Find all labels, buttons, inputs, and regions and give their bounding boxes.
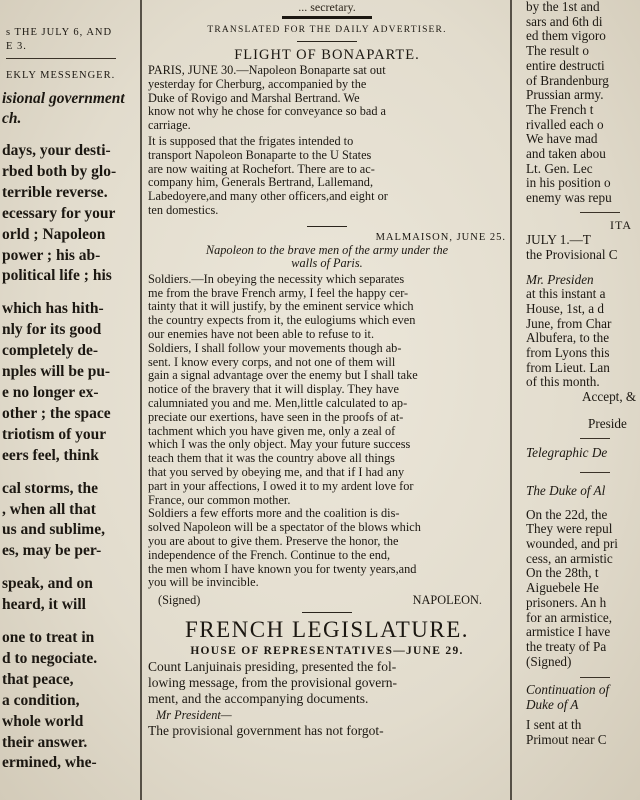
duke-heading: The Duke of Al bbox=[526, 482, 606, 498]
text-line: lowing message, from the provisional govern- bbox=[148, 675, 397, 691]
text-line: the country expects from it, the eulogiums which even bbox=[148, 314, 416, 328]
text-line: notice of the bravery that it will display. They have bbox=[148, 383, 399, 397]
body-line: rbed both by glo- bbox=[2, 162, 117, 180]
text-line: part in your affections, I owed it to my ardent love for bbox=[148, 479, 414, 493]
column-rule-left bbox=[140, 0, 142, 800]
address-heading bbox=[148, 244, 506, 270]
left-top-line: E 3. bbox=[6, 41, 27, 52]
body-line: d to negociate. bbox=[2, 649, 98, 667]
signature-line bbox=[148, 592, 506, 608]
left-title-line: ch. bbox=[2, 110, 22, 127]
preside-line: Preside bbox=[588, 416, 627, 431]
paragraph bbox=[148, 659, 506, 707]
text-line: carriage. bbox=[148, 119, 191, 133]
text-line: House, 1st, a d bbox=[526, 301, 605, 316]
text-line: preciate our exertions, have seen in the proofs of at- bbox=[148, 410, 404, 424]
body-line: us and sublime, bbox=[2, 521, 105, 539]
body-line: , when all that bbox=[2, 500, 96, 518]
text-line: rivalled each o bbox=[526, 117, 604, 132]
text-line: It is supposed that the frigates intended to bbox=[148, 134, 354, 148]
body-line: days, your desti- bbox=[2, 142, 111, 159]
body-line bbox=[0, 616, 135, 628]
paragraph bbox=[148, 273, 506, 342]
text-line: ed them vigoro bbox=[526, 29, 606, 44]
body-line: speak, and on bbox=[2, 575, 93, 593]
text-line: On the 22d, the bbox=[526, 507, 608, 522]
text-line: from Lieut. Lan bbox=[526, 360, 610, 375]
body-line bbox=[0, 467, 135, 479]
body-line: nly for its good bbox=[2, 321, 102, 339]
text-line: of this month. bbox=[526, 375, 600, 390]
text-line: PARIS, JUNE 30.—Napoleon Bonaparte sat out bbox=[148, 64, 386, 77]
body-line: power ; his ab- bbox=[2, 246, 101, 264]
text-line: calumniated you and me. Men,little calculated to ap- bbox=[148, 396, 408, 410]
text-line: Labedoyere,and many other officers,and eight or bbox=[148, 190, 388, 204]
house-heading: HOUSE OF REPRESENTATIVES—JUNE 29. bbox=[190, 645, 464, 658]
text-line: We have mad bbox=[526, 132, 598, 147]
left-body-text bbox=[0, 141, 135, 774]
text-line: Duke of Rovigo and Marshal Bertrand. We bbox=[148, 91, 360, 105]
body-line: that peace, bbox=[2, 670, 74, 688]
body-line bbox=[0, 562, 135, 574]
telegraph-heading: Telegraphic De bbox=[526, 444, 608, 460]
address-line: walls of Paris. bbox=[291, 256, 363, 270]
text-line: for an armistice, bbox=[526, 610, 613, 625]
text-line: me from the brave French army, I feel the happy cer- bbox=[148, 286, 409, 300]
text-line: June, from Char bbox=[526, 316, 612, 331]
text-line: ten domestics. bbox=[148, 203, 219, 217]
body-line: a condition, bbox=[2, 691, 80, 709]
divider bbox=[580, 472, 610, 473]
text-line: teach them that it was the country above all things bbox=[148, 452, 395, 466]
text-line: tainty that it will justify, by the eminent service which bbox=[148, 300, 414, 314]
accept-line: Accept, & bbox=[582, 390, 637, 405]
body-line: completely de- bbox=[2, 342, 98, 360]
text-line: France, our common mother. bbox=[148, 493, 291, 507]
text-line: Soldiers, I shall follow your movements though ab- bbox=[148, 341, 402, 355]
paragraph bbox=[148, 723, 506, 739]
ita-heading: ITA bbox=[610, 217, 633, 232]
body-line: which has hith- bbox=[2, 300, 104, 318]
column-rule-right bbox=[510, 0, 512, 800]
continuation-line: Continuation of bbox=[526, 682, 610, 698]
divider bbox=[580, 438, 610, 439]
text-line: They were repul bbox=[526, 522, 613, 537]
body-line bbox=[0, 287, 135, 299]
continuation-heading bbox=[518, 682, 640, 712]
text-line: sent. I know every corps, and not one of them will bbox=[148, 355, 396, 369]
text-line: which I was the only object. May your future success bbox=[148, 438, 411, 452]
text-line: wounded, and pri bbox=[526, 536, 618, 551]
right-text-block bbox=[518, 233, 640, 262]
body-line: e no longer ex- bbox=[2, 383, 99, 401]
short-rule bbox=[307, 226, 347, 227]
right-text-block bbox=[518, 287, 640, 390]
dateline: MALMAISON, JUNE 25. bbox=[375, 231, 506, 243]
right-text-block bbox=[518, 718, 640, 747]
thick-rule bbox=[282, 16, 372, 19]
translated-label: TRANSLATED FOR THE DAILY ADVERTISER. bbox=[207, 25, 447, 35]
text-line: Aiguebele He bbox=[526, 581, 599, 596]
text-line: yesterday for Cherburg, accompanied by the bbox=[148, 77, 367, 91]
signed-label: (Signed) bbox=[158, 593, 201, 608]
text-line: you are about to give them. Preserve the honor, the bbox=[148, 534, 399, 548]
address-line: Napoleon to the brave men of the army under the bbox=[205, 243, 449, 257]
text-line: our enemies have not been able to refuse to it. bbox=[148, 327, 375, 341]
text-line: you will be invincible. bbox=[148, 576, 259, 590]
body-line: political life ; his bbox=[2, 267, 112, 285]
text-line: (Signed) bbox=[526, 654, 572, 669]
text-line: ment, and the accompanying documents. bbox=[148, 691, 369, 707]
text-line: at this instant a bbox=[526, 287, 606, 302]
paragraph bbox=[148, 507, 506, 590]
text-line: The provisional government has not forgot- bbox=[148, 723, 384, 739]
text-line: Lt. Gen. Lec bbox=[526, 161, 593, 176]
text-line: sars and 6th di bbox=[526, 14, 603, 29]
left-title-line: isional government bbox=[2, 90, 125, 107]
left-top-line: s THE JULY 6, AND bbox=[6, 27, 113, 38]
signature-name: NAPOLEON. bbox=[412, 593, 482, 608]
text-line: and taken abou bbox=[526, 147, 606, 162]
text-line: solved Napoleon will be a spectator of the blows which bbox=[148, 521, 421, 535]
divider bbox=[580, 677, 610, 678]
text-line: Albufera, to the bbox=[526, 331, 610, 346]
body-line: whole world bbox=[2, 712, 84, 730]
body-line: eers feel, think bbox=[2, 446, 99, 464]
top-fragment: ... secretary. bbox=[298, 0, 356, 14]
body-line: triotism of your bbox=[2, 425, 107, 443]
headline-legislature: FRENCH LEGISLATURE. bbox=[184, 617, 470, 643]
text-line: Primout near C bbox=[526, 733, 607, 748]
text-line: entire destructi bbox=[526, 58, 605, 73]
continuation-line: Duke of A bbox=[526, 697, 579, 713]
text-line: On the 28th, t bbox=[526, 566, 599, 581]
text-line: enemy was repu bbox=[526, 191, 612, 206]
text-line: in his position o bbox=[526, 176, 611, 191]
body-line: terrible reverse. bbox=[2, 183, 108, 201]
text-line: Prussian army. bbox=[526, 88, 604, 103]
body-line: nples will be pu- bbox=[2, 363, 111, 381]
text-line: the men whom I have known you for twenty years,and bbox=[148, 562, 417, 576]
text-line: of Brandenburg bbox=[526, 73, 609, 88]
president-salutation: Mr. Presiden bbox=[526, 272, 594, 288]
messenger-label: EKLY MESSENGER. bbox=[6, 70, 116, 81]
text-line: tachment which you have given me, only a zeal of bbox=[148, 424, 396, 438]
left-column bbox=[0, 0, 135, 800]
body-line: ecessary for your bbox=[2, 204, 116, 222]
text-line: company him, Generals Bertrand, Lallemand, bbox=[148, 176, 374, 190]
text-line: from Lyons this bbox=[526, 346, 610, 361]
text-line: transport Napoleon Bonaparte to the U States bbox=[148, 148, 372, 162]
center-column bbox=[148, 0, 506, 800]
text-line: gain a signal advantage over the enemy but I shall take bbox=[148, 369, 418, 383]
salutation: Mr President— bbox=[156, 708, 232, 723]
body-line: ermined, whe- bbox=[2, 754, 97, 772]
body-line: es, may be per- bbox=[2, 542, 102, 560]
short-rule bbox=[302, 612, 352, 613]
text-line: The result o bbox=[526, 44, 589, 59]
text-line: independence of the French. Continue to the end, bbox=[148, 548, 391, 562]
text-line: know not why he chose for conveyance so bad a bbox=[148, 105, 387, 119]
right-column bbox=[518, 0, 640, 800]
text-line: prisoners. An h bbox=[526, 595, 607, 610]
text-line: the Provisional C bbox=[526, 247, 618, 262]
text-line: Soldiers.—In obeying the necessity which separates bbox=[148, 272, 405, 286]
divider bbox=[6, 58, 116, 59]
text-line: The French t bbox=[526, 102, 594, 117]
text-line: by the 1st and bbox=[526, 0, 600, 14]
right-text-block bbox=[518, 0, 640, 206]
text-line: armistice I have bbox=[526, 625, 611, 640]
text-line: Count Lanjuinais presiding, presented the fol- bbox=[148, 659, 397, 675]
body-line: other ; the space bbox=[2, 404, 111, 422]
short-rule bbox=[297, 41, 357, 42]
text-line: the treaty of Pa bbox=[526, 639, 607, 654]
body-line: cal storms, the bbox=[2, 479, 98, 497]
paragraph bbox=[148, 135, 506, 218]
headline-flight: FLIGHT OF BONAPARTE. bbox=[234, 47, 420, 63]
text-line: are now waiting at Rochefort. There are to ac- bbox=[148, 162, 375, 176]
text-line: JULY 1.—T bbox=[526, 232, 591, 247]
body-line: heard, it will bbox=[2, 596, 86, 614]
body-line: their answer. bbox=[2, 733, 88, 751]
right-text-block bbox=[518, 508, 640, 670]
text-line: cess, an armistic bbox=[526, 551, 613, 566]
body-line: orld ; Napoleon bbox=[2, 225, 106, 243]
divider bbox=[580, 212, 620, 213]
paragraph bbox=[148, 64, 506, 133]
text-line: that you served by obeying me, and that if I had any bbox=[148, 465, 405, 479]
text-line: I sent at th bbox=[526, 718, 582, 733]
body-line: one to treat in bbox=[2, 629, 95, 647]
paragraph bbox=[148, 342, 506, 508]
text-line: Soldiers a few efforts more and the coalition is dis- bbox=[148, 507, 400, 521]
